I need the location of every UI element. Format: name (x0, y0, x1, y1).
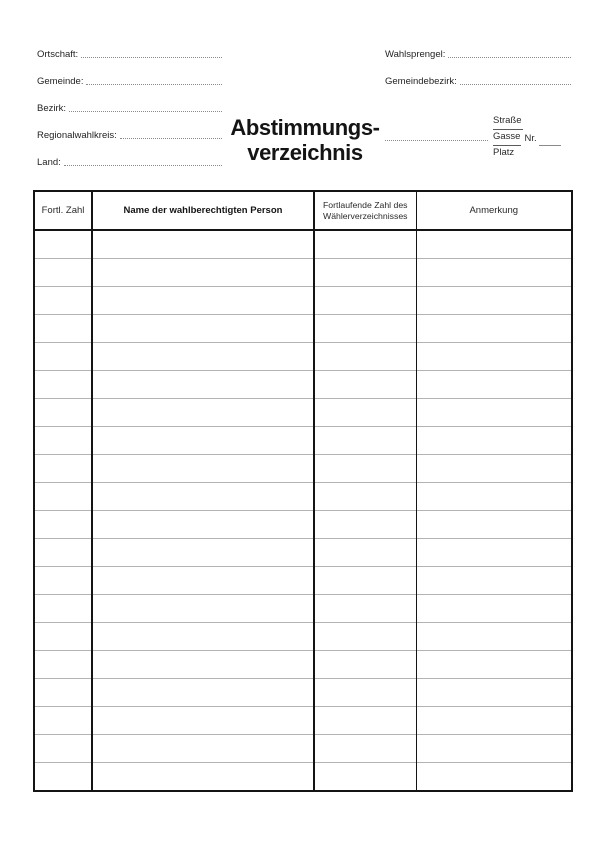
table-row (34, 315, 572, 343)
column-header: Fortl. Zahl (34, 191, 92, 230)
table-cell (314, 511, 416, 539)
street-number-line (539, 136, 561, 146)
table-cell (34, 315, 92, 343)
table-row (34, 595, 572, 623)
table-cell (416, 483, 572, 511)
table-row (34, 679, 572, 707)
table-cell (416, 343, 572, 371)
field-fill-line (69, 111, 222, 112)
street-option-platz (493, 146, 561, 160)
table-cell (34, 455, 92, 483)
table-row (34, 763, 572, 792)
table-row (34, 539, 572, 567)
table-cell (92, 595, 314, 623)
form-field (37, 141, 222, 168)
table-cell (416, 707, 572, 735)
field-label: Regionalwahlkreis: (37, 130, 117, 141)
field-fill-line (448, 57, 571, 58)
table-row (34, 371, 572, 399)
column-header: Fortlaufende Zahl des Wählerverzeichnisses (314, 191, 416, 230)
table-cell (314, 343, 416, 371)
table-cell (416, 735, 572, 763)
table-cell (34, 483, 92, 511)
table-cell (34, 735, 92, 763)
table-cell (34, 259, 92, 287)
field-fill-line (86, 84, 222, 85)
table-cell (416, 623, 572, 651)
street-number-label: Nr. (524, 133, 537, 144)
table-cell (34, 651, 92, 679)
field-fill-line (460, 84, 571, 85)
street-option-gasse (493, 130, 561, 146)
table-row (34, 567, 572, 595)
table-cell (34, 567, 92, 595)
table-row (34, 483, 572, 511)
table-cell (416, 511, 572, 539)
table-cell (314, 371, 416, 399)
table-row (34, 455, 572, 483)
table-cell (34, 707, 92, 735)
field-fill-line (81, 57, 222, 58)
table-cell (416, 595, 572, 623)
table-cell (92, 511, 314, 539)
table-cell (314, 287, 416, 315)
page-title-line1: Abstimmungs- (230, 115, 380, 140)
table-cell (92, 455, 314, 483)
table-cell (314, 259, 416, 287)
table-cell (416, 651, 572, 679)
table-cell (416, 455, 572, 483)
table-cell (34, 763, 92, 792)
column-header: Anmerkung (416, 191, 572, 230)
table-cell (416, 371, 572, 399)
table-cell (416, 287, 572, 315)
table-cell (92, 315, 314, 343)
table-cell (314, 399, 416, 427)
table-cell (92, 343, 314, 371)
street-option-label: Platz (493, 147, 515, 158)
table-row (34, 343, 572, 371)
table-cell (92, 735, 314, 763)
table-header-row (34, 191, 572, 230)
form-field (37, 114, 222, 141)
table-cell (314, 230, 416, 259)
table-cell (314, 539, 416, 567)
field-label: Bezirk: (37, 103, 67, 114)
table-cell (34, 399, 92, 427)
table-cell (34, 539, 92, 567)
form-field (37, 60, 222, 87)
table-cell (314, 623, 416, 651)
table-cell (92, 567, 314, 595)
table-row (34, 623, 572, 651)
table-cell (92, 371, 314, 399)
form-field (385, 33, 571, 60)
field-label: Ortschaft: (37, 49, 79, 60)
left-field-group (37, 33, 222, 168)
table-cell (34, 595, 92, 623)
field-label: Wahlsprengel: (385, 49, 446, 60)
voting-register-table (33, 190, 573, 792)
table-cell (34, 623, 92, 651)
table-cell (92, 287, 314, 315)
table-cell (92, 707, 314, 735)
table-cell (314, 763, 416, 792)
table-cell (92, 651, 314, 679)
table-cell (92, 623, 314, 651)
street-option-strasse (493, 114, 561, 130)
street-type-selector (493, 114, 561, 160)
table-cell (92, 399, 314, 427)
table-cell (416, 539, 572, 567)
table-cell (92, 679, 314, 707)
table-cell (314, 567, 416, 595)
table-cell (416, 315, 572, 343)
column-header: Name der wahlberechtigten Person (92, 191, 314, 230)
street-name-line (385, 128, 488, 141)
street-option-label: Straße (493, 114, 523, 130)
table-cell (314, 455, 416, 483)
page-title (222, 115, 388, 165)
table-row (34, 735, 572, 763)
table-cell (34, 511, 92, 539)
table-row (34, 511, 572, 539)
table-cell (92, 259, 314, 287)
table-cell (416, 230, 572, 259)
table-cell (416, 567, 572, 595)
table-cell (92, 230, 314, 259)
table-cell (314, 315, 416, 343)
table-row (34, 427, 572, 455)
table-cell (314, 707, 416, 735)
table-cell (314, 735, 416, 763)
table-cell (34, 230, 92, 259)
field-fill-line (64, 165, 222, 166)
table-cell (314, 483, 416, 511)
table-cell (416, 427, 572, 455)
table-row (34, 230, 572, 259)
table-cell (34, 427, 92, 455)
field-label: Land: (37, 157, 61, 168)
right-field-group (385, 33, 571, 87)
form-field (385, 60, 571, 87)
table-row (34, 259, 572, 287)
table-cell (416, 259, 572, 287)
table-row (34, 399, 572, 427)
table-cell (314, 595, 416, 623)
table-cell (92, 763, 314, 792)
field-fill-line (120, 138, 222, 139)
field-label: Gemeinde: (37, 76, 84, 87)
table-cell (92, 427, 314, 455)
table-cell (416, 399, 572, 427)
form-field (37, 33, 222, 60)
form-field (37, 87, 222, 114)
table-cell (314, 427, 416, 455)
table-cell (314, 679, 416, 707)
table-cell (416, 763, 572, 792)
field-label: Gemeindebezirk: (385, 76, 457, 87)
table-cell (34, 679, 92, 707)
table-cell (34, 371, 92, 399)
table-cell (92, 483, 314, 511)
street-option-label: Gasse (493, 130, 521, 146)
table-row (34, 651, 572, 679)
table-row (34, 707, 572, 735)
table-cell (34, 287, 92, 315)
table-cell (34, 343, 92, 371)
page-title-line2: verzeichnis (247, 140, 363, 165)
table-cell (92, 539, 314, 567)
table-row (34, 287, 572, 315)
table-cell (314, 651, 416, 679)
table-cell (416, 679, 572, 707)
